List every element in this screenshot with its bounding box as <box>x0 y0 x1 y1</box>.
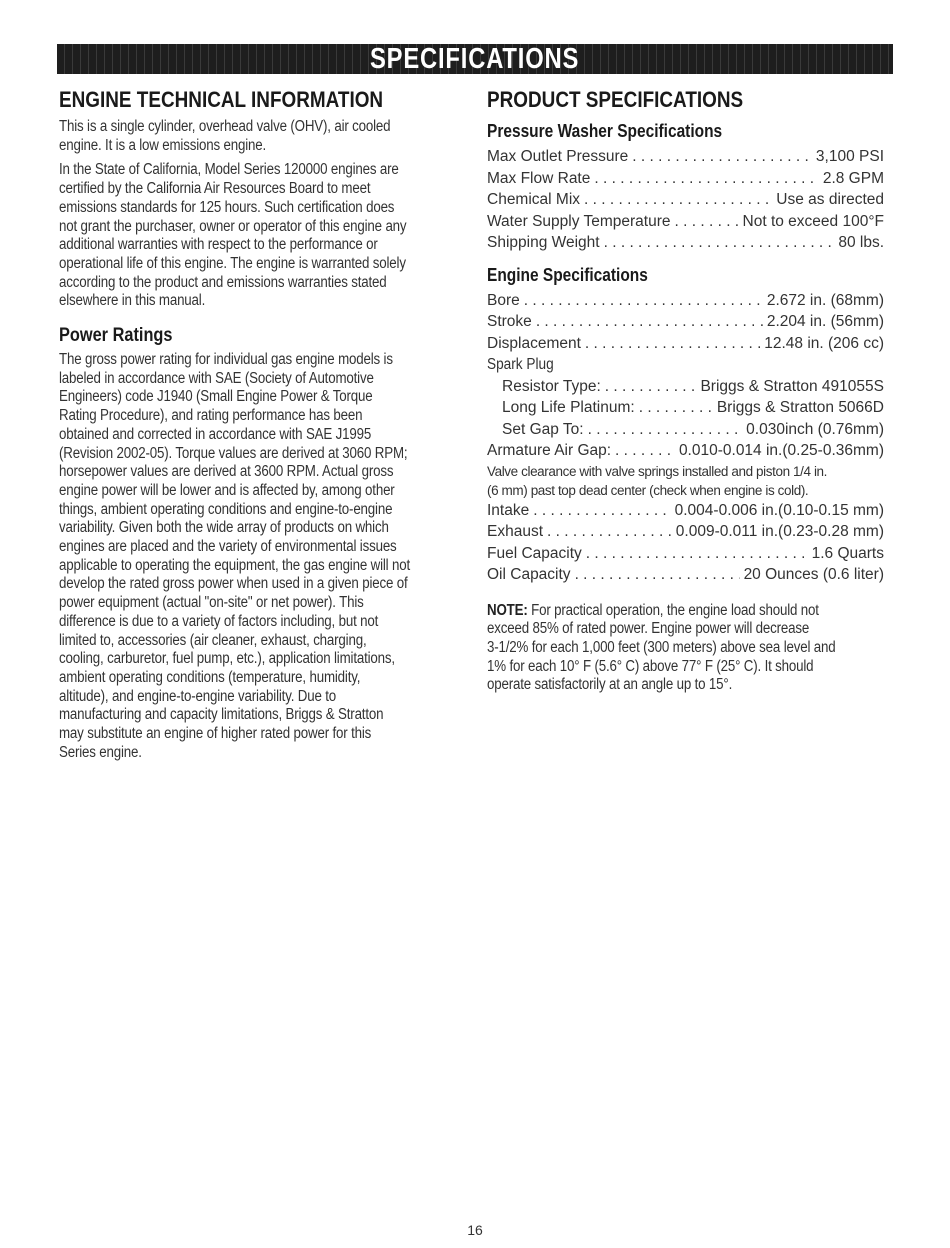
spec-row <box>487 440 884 462</box>
note-block <box>487 602 884 696</box>
spec-value: 2.672 in. (68mm) <box>766 291 884 309</box>
spec-value: 1.6 Quarts <box>811 544 884 562</box>
text-line: difference is due to a variety of factors including, but not <box>59 612 379 630</box>
dot-leader <box>584 189 772 211</box>
pressure-washer-heading: Pressure Washer Specifications <box>487 121 723 141</box>
text-line: emissions standards for 125 hours. Such certification does <box>59 198 395 216</box>
dot-leader <box>632 146 812 168</box>
note-text: For practical operation, the engine load should not <box>527 601 819 619</box>
text-line: horsepower values are derived at 3600 RPM. Actual gross <box>59 463 394 481</box>
spec-row <box>487 564 884 586</box>
power-ratings-heading: Power Ratings <box>59 325 173 347</box>
spec-label: Set Gap To: <box>502 420 584 438</box>
spec-row <box>487 543 884 565</box>
spec-value: Use as directed <box>776 191 884 208</box>
dot-leader <box>547 521 672 543</box>
spec-value: Briggs & Stratton 491055S <box>700 377 884 395</box>
spec-row <box>487 168 884 190</box>
spec-label: Fuel Capacity <box>487 544 582 562</box>
spec-row <box>487 189 884 211</box>
spec-label: Stroke <box>487 313 532 330</box>
valve-note-line: Valve clearance with valve springs installed and piston 1/4 in. <box>487 463 828 479</box>
text-line: power equipment (actual "on-site" or net power). This <box>59 594 364 612</box>
text-line: labeled in accordance with SAE (Society of Automotive <box>59 369 374 387</box>
spec-row <box>487 290 884 312</box>
dot-leader <box>588 419 743 441</box>
text-line: things, ambient operating conditions and engine-to-engine <box>59 500 393 518</box>
spec-label: Water Supply Temperature <box>487 212 671 230</box>
text-line: obtained and corrected in accordance with SAE J1995 <box>59 425 372 443</box>
left-column <box>59 88 464 769</box>
text-line: cooling, carburetor, fuel pump, etc.), application limitations, <box>59 650 395 668</box>
spec-label: Oil Capacity <box>487 566 571 583</box>
dot-leader <box>524 290 763 312</box>
text-line: operational life of this engine. The engine is warranted solely <box>59 254 406 272</box>
page-number: 16 <box>467 1222 483 1238</box>
spec-row <box>487 376 884 398</box>
note-line <box>487 639 884 658</box>
dot-leader <box>533 500 670 522</box>
spec-row <box>487 419 884 441</box>
spec-value: 12.48 in. (206 cc) <box>764 334 884 352</box>
text-line: manufacturing and capacity limitations, Briggs & Stratton <box>59 706 384 724</box>
text-line: (Revision 2002-05). Torque values are derived at 3060 RPM; <box>59 444 408 462</box>
text-line: limited to, accessories (air cleaner, exhaust, charging, <box>59 631 367 649</box>
text-line: This is a single cylinder, overhead valve (OHV), air cooled <box>59 118 391 135</box>
text-line: engines are placed and the variety of environmental issues <box>59 538 397 556</box>
text-line: ambient operating conditions (temperature, humidity, <box>59 668 361 686</box>
armature-spec <box>487 440 884 462</box>
spec-value: 80 lbs. <box>838 234 884 251</box>
spec-row <box>487 311 884 333</box>
right-column <box>487 88 884 695</box>
product-specifications-heading: PRODUCT SPECIFICATIONS <box>487 87 744 112</box>
spec-row <box>487 232 884 254</box>
spec-row <box>487 521 884 543</box>
text-line: may substitute an engine of higher rated power for this <box>59 725 372 743</box>
note-text: 3-1/2% for each 1,000 feet (300 meters) above sea level and <box>487 638 836 656</box>
spec-label: Max Outlet Pressure <box>487 148 629 165</box>
dot-leader <box>585 333 760 355</box>
specifications-banner <box>57 44 893 74</box>
note-line <box>487 620 884 639</box>
text-line: In the State of California, Model Series 120000 engines are <box>59 161 399 179</box>
spec-value: 20 Ounces (0.6 liter) <box>743 566 884 583</box>
spec-label: Shipping Weight <box>487 234 600 251</box>
spec-label: Resistor Type: <box>502 377 601 395</box>
spark-spec-list <box>487 376 884 441</box>
dot-leader <box>594 168 818 190</box>
spec-value: 0.009-0.011 in.(0.23-0.28 mm) <box>675 523 884 540</box>
spec-value: 2.204 in. (56mm) <box>766 313 884 330</box>
engine-technical-heading: ENGINE TECHNICAL INFORMATION <box>59 87 384 112</box>
dot-leader <box>615 440 675 462</box>
spec-row <box>487 211 884 233</box>
spec-value: 3,100 PSI <box>815 148 884 165</box>
note-line <box>487 658 884 677</box>
spec-row <box>487 146 884 168</box>
text-line: altitude), and engine-to-engine variability. Due to <box>59 687 337 705</box>
note-text: operate satisfactorily at an angle up to 15°. <box>487 676 733 694</box>
note-line <box>487 676 884 695</box>
spec-value: 0.010-0.014 in.(0.25-0.36mm) <box>678 442 884 459</box>
spec-value: Not to exceed 100°F <box>742 212 884 230</box>
text-line: variability. Given both the wide array of products on which <box>59 519 389 537</box>
engine-spec-list-b <box>487 500 884 586</box>
spec-row <box>487 333 884 355</box>
dot-leader <box>536 311 763 333</box>
note-line <box>487 602 884 621</box>
text-line: Engineers) code J1940 (Small Engine Power & Torque <box>59 388 373 406</box>
text-line: engine. It is a low emissions engine. <box>59 136 267 154</box>
engine-paragraph-2 <box>59 161 464 311</box>
pressure-spec-list <box>487 146 884 254</box>
banner-title: SPECIFICATIONS <box>370 44 580 74</box>
text-line: applicable to operating the equipment, the gas engine will not <box>59 556 410 574</box>
text-line: not grant the purchaser, owner or operator of this engine any <box>59 217 407 235</box>
text-line: additional warranties with respect to the performance or <box>59 236 378 254</box>
spec-value: 0.004-0.006 in.(0.10-0.15 mm) <box>674 501 884 519</box>
spec-value: Briggs & Stratton 5066D <box>716 399 884 416</box>
spec-label: Long Life Platinum: <box>502 399 635 416</box>
spec-label: Max Flow Rate <box>487 169 591 187</box>
dot-leader <box>639 397 713 419</box>
spark-plug-label: Spark Plug <box>487 356 554 373</box>
spec-label: Bore <box>487 291 520 309</box>
dot-leader <box>605 376 697 398</box>
dot-leader <box>586 543 808 565</box>
spec-label: Displacement <box>487 334 581 352</box>
dot-leader <box>575 564 740 586</box>
dot-leader <box>604 232 835 254</box>
note-label: NOTE: <box>487 601 528 619</box>
engine-specifications-heading: Engine Specifications <box>487 264 648 285</box>
valve-clearance-note <box>487 462 884 500</box>
text-line: elsewhere in this manual. <box>59 292 206 310</box>
text-line: certified by the California Air Resources Board to meet <box>59 180 371 198</box>
spec-label: Armature Air Gap: <box>487 442 612 459</box>
spec-row <box>487 500 884 522</box>
engine-spec-list-a <box>487 290 884 355</box>
spec-label: Exhaust <box>487 523 544 540</box>
spec-value: 2.8 GPM <box>822 169 884 187</box>
text-line: Rating Procedure), and rating performance has been <box>59 407 363 425</box>
valve-note-line: (6 mm) past top dead center (check when engine is cold). <box>487 482 809 498</box>
spec-label: Chemical Mix <box>487 191 581 208</box>
spec-row <box>487 397 884 419</box>
spec-value: 0.030inch (0.76mm) <box>746 420 884 438</box>
text-line: develop the rated gross power when used in a given piece of <box>59 575 408 593</box>
text-line: according to the product and emissions warranties stated <box>59 273 387 291</box>
engine-paragraph-1 <box>59 118 464 155</box>
note-text: 1% for each 10° F (5.6° C) above 77° F (25° C). It should <box>487 657 814 675</box>
spec-label: Intake <box>487 501 530 519</box>
text-line: engine power will be lower and is affected by, among other <box>59 481 395 499</box>
dot-leader <box>675 211 739 233</box>
power-ratings-paragraph <box>59 351 464 762</box>
text-line: The gross power rating for individual gas engine models is <box>59 351 393 369</box>
note-text: exceed 85% of rated power. Engine power will decrease <box>487 620 810 638</box>
text-line: Series engine. <box>59 743 142 761</box>
